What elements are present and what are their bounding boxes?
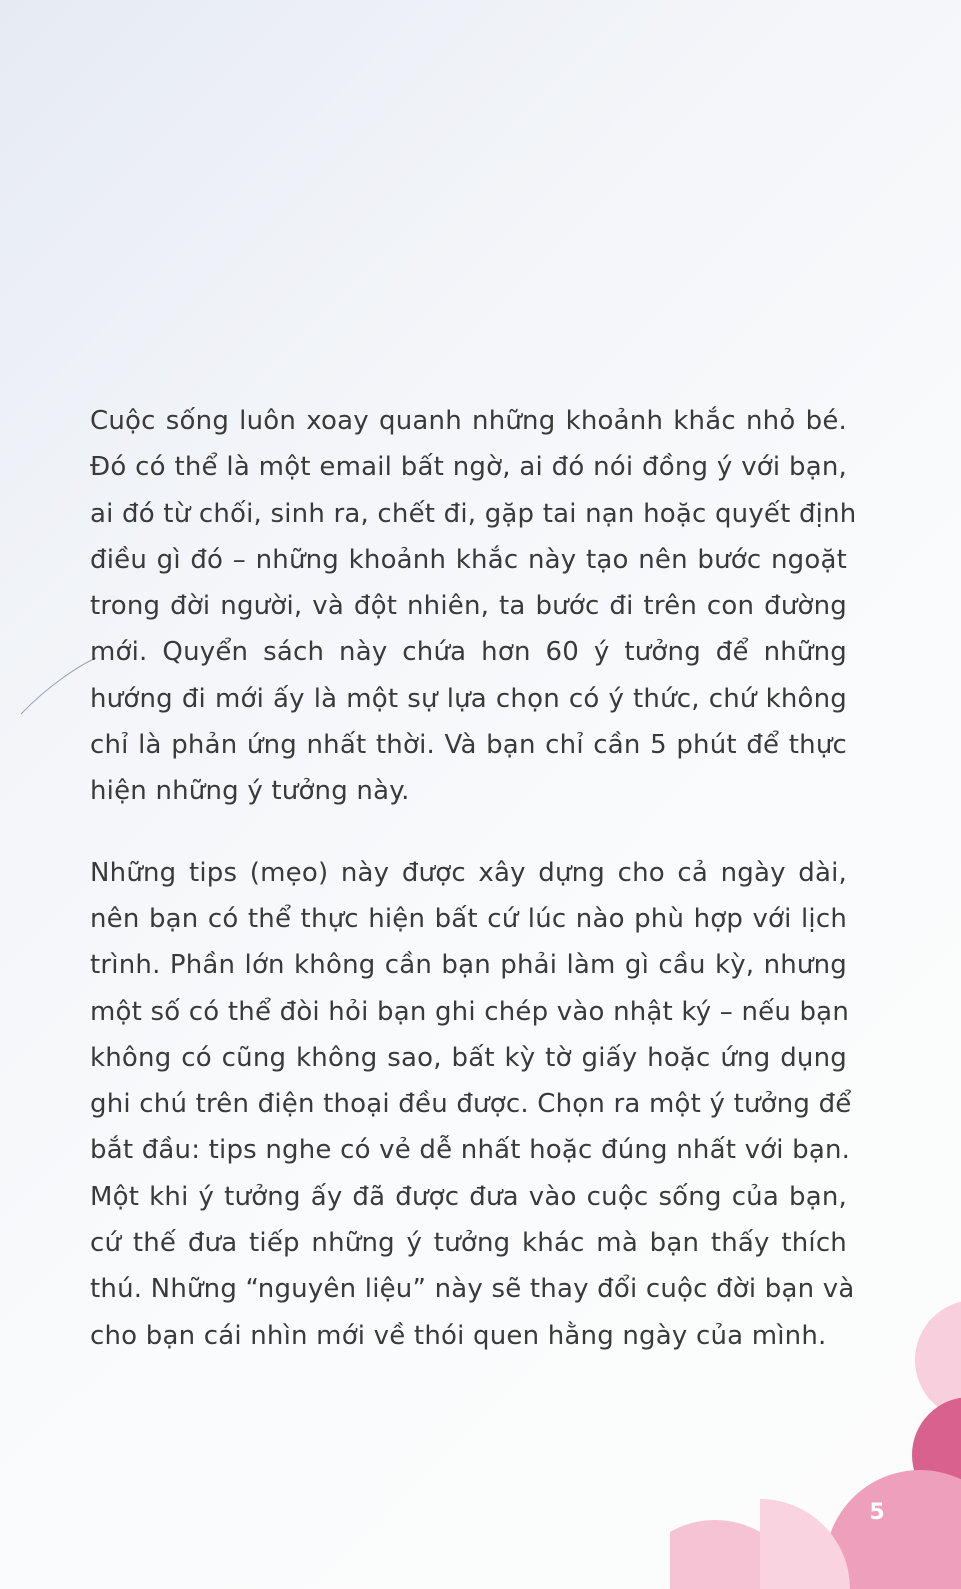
text-line: một số có thể đòi hỏi bạn ghi chép vào nhật ký – nếu bạn [90,996,849,1027]
text-line: ai đó từ chối, sinh ra, chết đi, gặp tai nạn hoặc quyết định [90,498,857,529]
body-text [90,398,857,1359]
text-line: nên bạn có thể thực hiện bất cứ lúc nào phù hợp với lịch [90,903,847,934]
text-line: không có cũng không sao, bất kỳ tờ giấy hoặc ứng dụng [90,1042,847,1073]
text-line: Đó có thể là một email bất ngờ, ai đó nói đồng ý với bạn, [90,452,847,483]
text-line: cho bạn cái nhìn mới về thói quen hằng ngày của mình. [90,1320,827,1351]
text-line: điều gì đó – những khoảnh khắc này tạo nên bước ngoặt [90,544,847,575]
decor-quarter-light [760,1499,850,1589]
text-line: Những tips (mẹo) này được xây dựng cho cả ngày dài, [90,857,847,888]
text-line: cứ thế đưa tiếp những ý tưởng khác mà bạn thấy thích [90,1228,847,1259]
text-line: Cuộc sống luôn xoay quanh những khoảnh khắc nhỏ bé. [90,406,847,436]
text-line: Một khi ý tưởng ấy đã được đưa vào cuộc sống của bạn, [90,1181,847,1212]
text-line: chỉ là phản ứng nhất thời. Và bạn chỉ cần 5 phút để thực [90,730,847,761]
decor-wedge-light [670,1520,760,1589]
text-line: trong đời người, và đột nhiên, ta bước đi trên con đường [90,591,847,622]
pen-stroke-mark [18,656,98,716]
text-line: thú. Những “nguyên liệu” này sẽ thay đổi cuộc đời bạn và [90,1274,855,1305]
text-line: mới. Quyển sách này chứa hơn 60 ý tưởng để những [90,637,847,668]
page-number: 5 [869,1500,885,1525]
pink-circles-decoration [670,1270,961,1589]
text-line: ghi chú trên điện thoại đều được. Chọn ra một ý tưởng để [90,1089,852,1120]
text-line: trình. Phần lớn không cần bạn phải làm gì cầu kỳ, nhưng [90,950,847,981]
paragraph-1 [90,398,857,815]
text-line: hướng đi mới ấy là một sự lựa chọn có ý thức, chứ không [90,683,847,714]
text-line: bắt đầu: tips nghe có vẻ dễ nhất hoặc đúng nhất với bạn. [90,1135,851,1166]
text-line: hiện những ý tưởng này. [90,776,410,807]
